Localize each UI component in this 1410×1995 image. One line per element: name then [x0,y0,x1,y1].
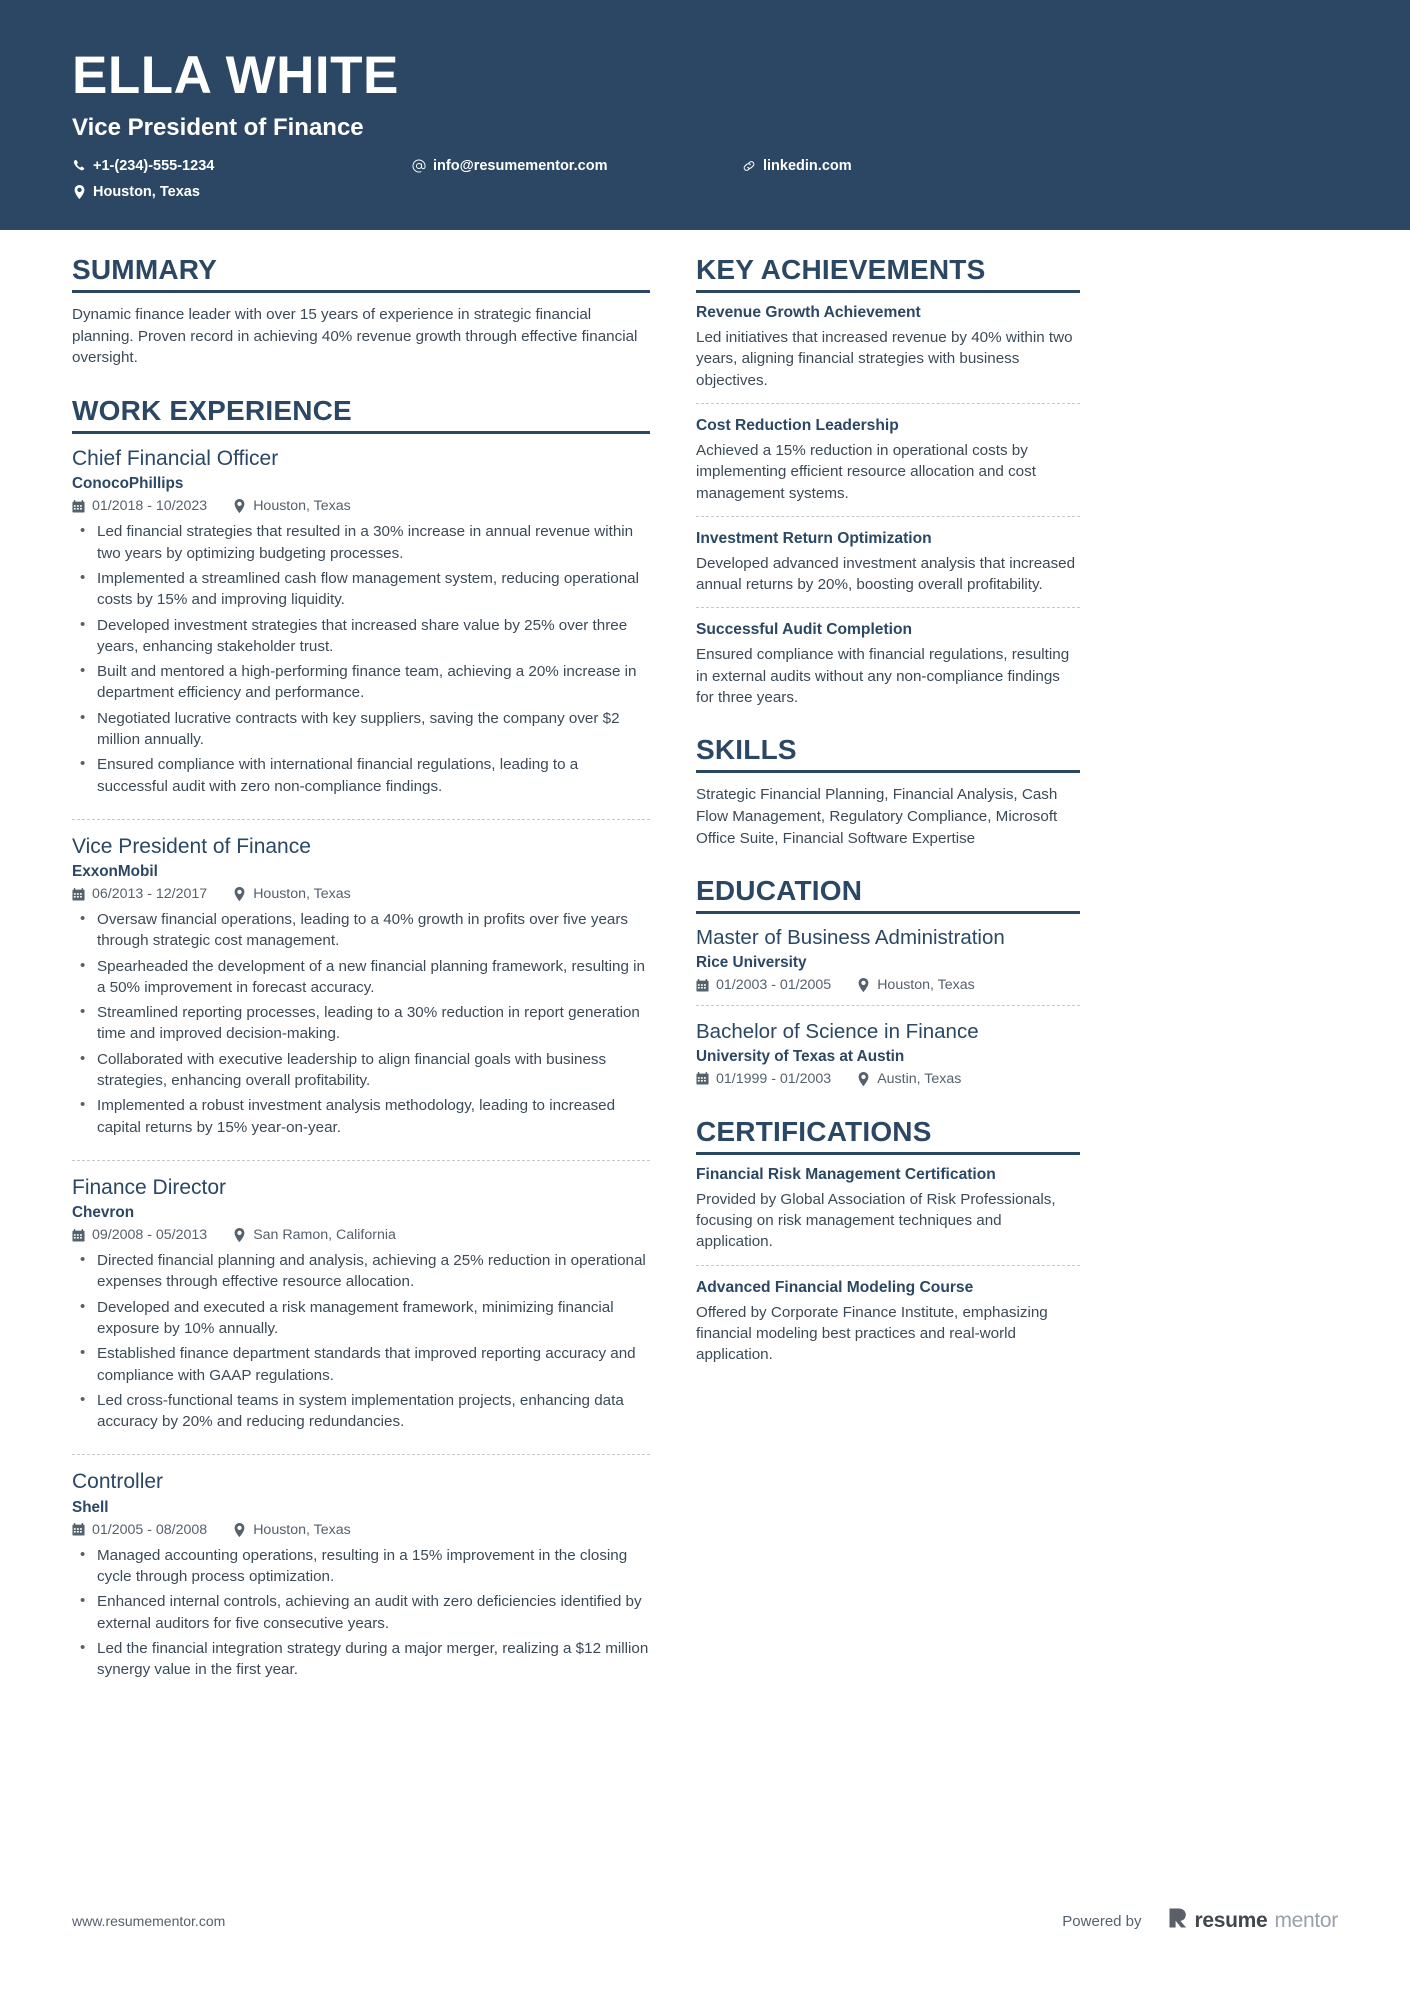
calendar-icon [72,1229,85,1242]
work-entry-dates-text: 06/2013 - 12/2017 [92,886,208,903]
map-pin-icon [233,1523,246,1536]
map-pin-icon [233,888,246,901]
map-pin-icon [857,1072,870,1085]
contact-linkedin-text: linkedin.com [763,157,852,174]
calendar-icon [72,888,85,901]
spacer [696,712,1080,734]
certifications-heading: CERTIFICATIONS [696,1115,932,1147]
certifications-list [696,1166,1080,1366]
contact-email[interactable] [412,158,742,174]
work-entry-dates [72,886,207,902]
work-entry-dates-text: 01/2005 - 08/2008 [92,1521,208,1538]
achievement-item [696,621,1080,708]
contact-column-email [412,158,742,184]
work-entry-company: ExxonMobil [72,863,158,881]
achievement-item-desc: Achieved a 15% reduction in operational costs by implementing efficient resource allocation and cost management systems. [696,442,1036,502]
work-entry-title: Controller [72,1470,164,1494]
certifications-rule [696,1152,1080,1155]
achievement-item-desc: Led initiatives that increased revenue by 40% within two years, aligning financial strategies with business objectives. [696,329,1073,389]
work-entry-dates-text: 01/2018 - 10/2023 [92,498,208,515]
certification-item-desc: Provided by Global Association of Risk Professionals, focusing on risk management techniques and application. [696,1190,1056,1251]
resume-body [0,230,1410,1694]
education-location [857,977,975,993]
calendar-icon [72,1523,85,1536]
work-entry [72,445,650,807]
section-summary [72,254,650,369]
resumementor-mark-icon [1168,1907,1188,1935]
achievement-item-title: Investment Return Optimization [696,529,932,547]
contact-linkedin[interactable] [742,158,1042,174]
spacer [72,373,650,395]
education-school: Rice University [696,954,807,972]
spacer [696,853,1080,875]
at-sign-icon [412,159,426,173]
education-meta [696,977,1080,993]
work-entry-location-text: San Ramon, California [253,1227,396,1244]
achievement-item-title: Cost Reduction Leadership [696,417,899,435]
map-pin-icon [72,185,86,199]
entry-divider [696,1265,1080,1266]
spacer [696,1094,1080,1116]
work-entry-bullet: • Negotiated lucrative contracts with key suppliers, saving the company over $2 million annually. [72,708,650,751]
entry-divider [696,607,1080,608]
education-degree: Master of Business Administration [696,926,1005,950]
left-column [72,230,650,1694]
work-entry-meta [72,1522,650,1538]
work-entry-bullet: • Collaborated with executive leadership to align financial goals with business strategies, enhancing overall profitability. [72,1049,650,1092]
achievement-item-title: Revenue Growth Achievement [696,304,921,322]
education-location-text: Austin, Texas [877,1070,962,1087]
section-certifications [696,1116,1080,1366]
key-achievements-heading: KEY ACHIEVEMENTS [696,254,986,285]
work-entry-bullets [72,909,650,1138]
contact-phone-text: +1-(234)-555-1234 [93,157,215,174]
work-entry-bullet: • Directed financial planning and analysis, achieving a 25% reduction in operational expenses through effective resource allocation. [72,1250,650,1293]
education-dates-text: 01/2003 - 01/2005 [716,977,832,994]
map-pin-icon [233,1229,246,1242]
work-entry-location-text: Houston, Texas [253,1521,351,1538]
work-entry-company: Chevron [72,1204,135,1222]
work-entry-bullet: • Implemented a robust investment analysis methodology, leading to increased capital returns by 15% year-on-year. [72,1095,650,1138]
work-entry-company: Shell [72,1498,109,1516]
education-dates-text: 01/1999 - 01/2003 [716,1070,832,1087]
entry-divider [696,1005,1080,1006]
section-work-experience [72,395,650,1691]
work-entry-bullet: • Developed investment strategies that increased share value by 25% over three years, enhancing stakeholder trust. [72,615,650,658]
achievement-item [696,304,1080,391]
map-pin-icon [233,500,246,513]
work-entry-location [233,498,351,514]
work-entry-meta [72,498,650,514]
work-entry-bullet: • Implemented a streamlined cash flow management system, reducing operational costs by 15% and improving liquidity. [72,568,650,611]
work-entry-dates [72,1227,207,1243]
work-entry-bullet: • Enhanced internal controls, achieving an audit with zero deficiencies identified by external auditors for five consecutive years. [72,1591,650,1634]
education-dates [696,1071,831,1087]
work-entry-bullet: • Oversaw financial operations, leading to a 40% growth in profits over five years through strategic cost management. [72,909,650,952]
work-entry-bullet: • Spearheaded the development of a new financial planning framework, resulting in a 50% improvement in forecast accuracy. [72,956,650,999]
work-entry-location [233,1522,351,1538]
certification-item-desc: Offered by Corporate Finance Institute, emphasizing financial modeling best practices and real-world application. [696,1303,1048,1364]
entry-divider [72,819,650,820]
summary-text: Dynamic finance leader with over 15 years of experience in strategic financial planning. Proven record in achieving 40% revenue growth through effective financial oversight. [72,306,638,367]
achievement-item [696,530,1080,596]
contact-row [72,158,1410,210]
achievement-item-title: Successful Audit Completion [696,621,913,639]
work-entry-location [233,886,351,902]
education-degree: Bachelor of Science in Finance [696,1020,979,1044]
entry-divider [696,403,1080,404]
achievement-item [696,417,1080,504]
section-key-achievements [696,254,1080,708]
education-school: University of Texas at Austin [696,1047,905,1065]
skills-text: Strategic Financial Planning, Financial Analysis, Cash Flow Management, Regulatory Compliance, Microsoft Office Suite, Financial Software Expertise [696,786,1058,847]
resumementor-logo [1168,1907,1338,1935]
education-meta [696,1071,1080,1087]
right-column [696,230,1080,1694]
work-entry-bullet: • Built and mentored a high-performing finance team, achieving a 20% increase in department efficiency and performance. [72,661,650,704]
work-entry-location [233,1227,396,1243]
achievement-item-desc: Developed advanced investment analysis that increased annual returns by 20%, boosting overall profitability. [696,554,1076,594]
work-entry-bullet: • Managed accounting operations, resulting in a 15% improvement in the closing cycle through process optimization. [72,1545,650,1588]
section-skills [696,734,1080,849]
contact-phone [72,158,412,174]
phone-icon [72,159,86,173]
work-entry-bullet: • Established finance department standards that improved reporting accuracy and compliance with GAAP regulations. [72,1343,650,1386]
work-entry-title: Finance Director [72,1175,227,1199]
work-experience-heading: WORK EXPERIENCE [72,394,352,426]
work-entry-title: Vice President of Finance [72,834,311,858]
work-entry-location-text: Houston, Texas [253,886,351,903]
entry-divider [72,1454,650,1455]
brand-name-bold: resume [1194,1909,1268,1932]
map-pin-icon [857,979,870,992]
achievement-item-desc: Ensured compliance with financial regulations, resulting in external audits without any non-compliance findings for three years. [696,646,1070,706]
work-entry-meta [72,886,650,902]
education-list [696,925,1080,1086]
education-entry [696,925,1080,993]
calendar-icon [696,1072,709,1085]
certification-item [696,1166,1080,1253]
work-entry-dates [72,498,207,514]
calendar-icon [696,979,709,992]
brand-name-light: mentor [1274,1909,1338,1932]
achievements-list [696,304,1080,708]
certification-item-title: Financial Risk Management Certification [696,1165,996,1183]
education-heading: EDUCATION [696,875,863,907]
work-entry-dates-text: 09/2008 - 05/2013 [92,1227,208,1244]
work-entry-bullets [72,1250,650,1432]
key-achievements-rule [696,290,1080,293]
work-entry [72,833,650,1148]
work-entry [72,1174,650,1443]
work-entry-bullet: • Led financial strategies that resulted in a 30% increase in annual revenue within two years by optimizing budgeting processes. [72,521,650,564]
work-entry-dates [72,1522,207,1538]
work-entry-meta [72,1227,650,1243]
summary-heading: SUMMARY [72,254,218,285]
section-education [696,875,1080,1086]
work-entry-location-text: Houston, Texas [253,498,351,515]
work-entry-company: ConocoPhillips [72,475,184,493]
certification-item-title: Advanced Financial Modeling Course [696,1278,974,1296]
work-entry-bullet: • Led the financial integration strategy during a major merger, realizing a $12 million synergy value in the first year. [72,1638,650,1681]
contact-column-primary [72,158,412,210]
work-entry-bullets [72,521,650,796]
work-entry-bullet: • Led cross-functional teams in system implementation projects, enhancing data accuracy by 20% and reducing redundancies. [72,1390,650,1433]
education-location-text: Houston, Texas [877,977,975,994]
contact-column-link [742,158,1042,184]
skills-heading: SKILLS [696,734,797,766]
certification-item [696,1279,1080,1366]
candidate-name: ELLA WHITE [72,46,399,105]
entry-divider [72,1160,650,1161]
work-entry-bullet: • Ensured compliance with international financial regulations, leading to a successful audit with zero non-compliance findings. [72,754,650,797]
work-entry-title: Chief Financial Officer [72,447,279,471]
calendar-icon [72,500,85,513]
contact-email-text: info@resumementor.com [433,157,608,174]
work-entry-bullet: • Streamlined reporting processes, leading to a 30% reduction in report generation time and improved decision-making. [72,1002,650,1045]
entry-divider [696,516,1080,517]
work-entry-bullets [72,1545,650,1681]
education-location [857,1071,961,1087]
work-experience-rule [72,431,650,434]
work-entries-list [72,445,650,1690]
education-entry [696,1019,1080,1087]
contact-location-text: Houston, Texas [93,183,200,200]
education-rule [696,911,1080,914]
footer-url[interactable]: www.resumementor.com [72,1913,226,1929]
work-entry-bullet: • Developed and executed a risk management framework, minimizing financial exposure by 10% annually. [72,1297,650,1340]
resume-footer [72,1907,1338,1935]
summary-rule [72,290,650,293]
skills-rule [696,770,1080,773]
candidate-role: Vice President of Finance [72,113,364,141]
education-dates [696,977,831,993]
work-entry [72,1468,650,1690]
powered-by-label: Powered by [1062,1912,1142,1930]
footer-branding [1062,1907,1338,1935]
resume-header [0,0,1410,230]
link-icon [742,159,756,173]
contact-location [72,184,412,200]
